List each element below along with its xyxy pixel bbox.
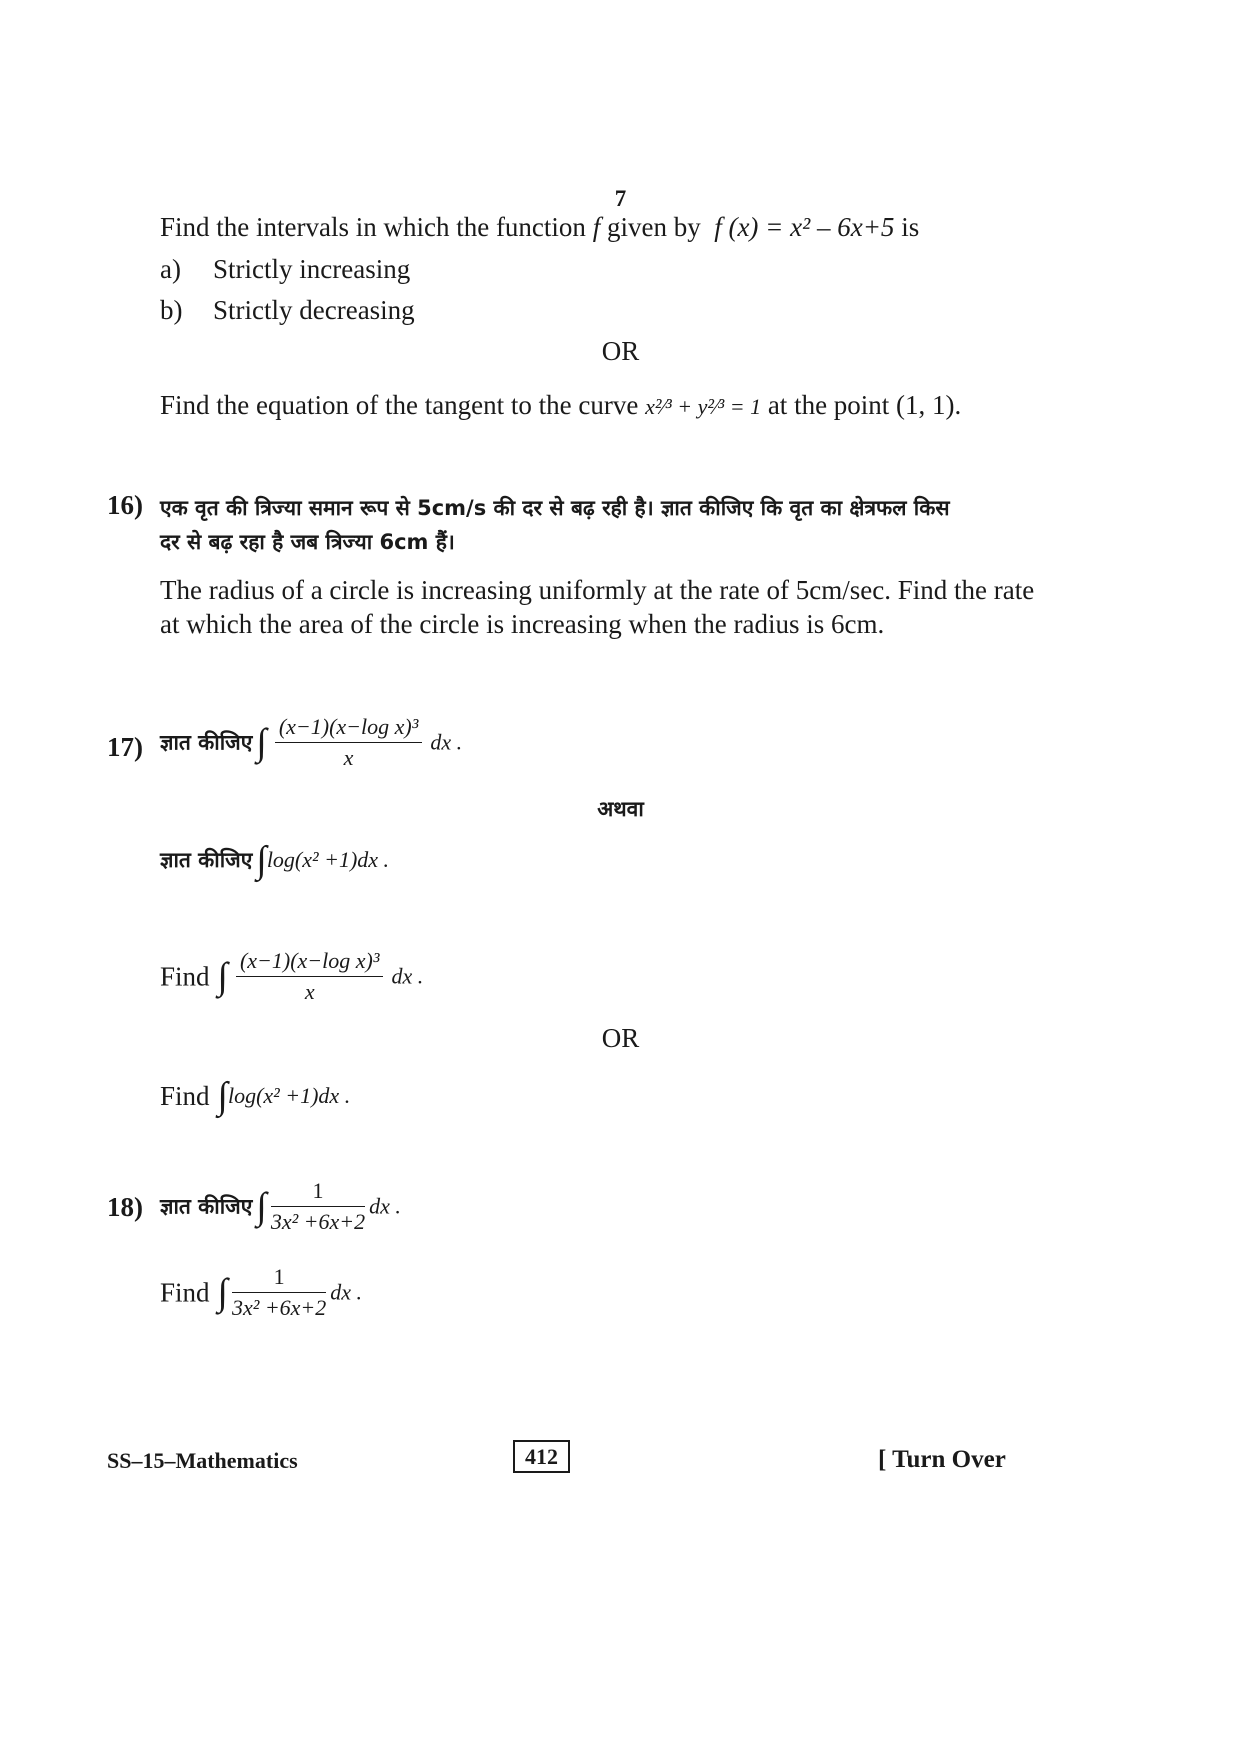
q15-stem-c: is bbox=[901, 212, 920, 242]
q15-stem-f: f bbox=[592, 212, 601, 242]
q17-number: 17) bbox=[107, 732, 143, 762]
q16-hindi-line2: दर से बढ़ रहा है जब त्रिज्या 6cm हैं। bbox=[160, 530, 455, 554]
integral-sign: ∫ bbox=[256, 721, 267, 764]
q17-fraction-2 bbox=[236, 948, 384, 1005]
q16-hindi-line1: एक वृत की त्रिज्या समान रूप से 5cm/s की दर से बढ़ रही है। ज्ञात कीजिए कि वृत का क्षेत्रफल किस bbox=[160, 496, 950, 520]
q18-fraction-1 bbox=[271, 1178, 365, 1235]
q15-stem-a: Find the intervals in which the function bbox=[160, 212, 586, 242]
q17-integrand-2: log(x² +1)dx . bbox=[266, 847, 390, 872]
q17-integrand-4: log(x² +1)dx . bbox=[227, 1083, 351, 1108]
q18-hindi-integral bbox=[160, 1178, 401, 1235]
q15-alt-curve: x²⁄³ + y²⁄³ = 1 bbox=[645, 394, 762, 419]
integral-sign: ∫ bbox=[217, 1075, 228, 1117]
q17-dx-2: dx . bbox=[391, 963, 424, 989]
q15-option-a-label: a) bbox=[160, 254, 181, 284]
q18-fraction-2-num: 1 bbox=[232, 1264, 326, 1293]
q18-hindi-find: ज्ञात कीजिए bbox=[160, 1194, 253, 1219]
q17-fraction-2-den: x bbox=[304, 979, 315, 1004]
q17-hindi-integral1 bbox=[160, 714, 462, 771]
footer-subject: SS–15–Mathematics bbox=[107, 1448, 298, 1473]
q17-eng-find-1: Find bbox=[160, 961, 210, 992]
q18-fraction-2-den: 3x² +6x+2 bbox=[231, 1295, 327, 1320]
footer-page-number: 412 bbox=[513, 1440, 570, 1473]
q17-fraction-2-num: (x−1)(x−log x)³ bbox=[236, 948, 384, 977]
integral-sign: ∫ bbox=[256, 839, 267, 881]
q16-english-line2: at which the area of the circle is increasing when the radius is 6cm. bbox=[160, 609, 885, 639]
q18-fraction-2 bbox=[232, 1264, 326, 1321]
q18-english-integral bbox=[160, 1264, 362, 1321]
q15-stem-b: given by bbox=[606, 212, 701, 242]
q17-or: OR bbox=[601, 1023, 640, 1053]
q17-english-integral1 bbox=[160, 948, 423, 1005]
q15-alt-b: at the point (1, 1). bbox=[767, 390, 962, 420]
q15-or: OR bbox=[601, 336, 640, 366]
q17-dx-1: dx . bbox=[430, 729, 463, 755]
q18-number: 18) bbox=[107, 1192, 143, 1222]
integral-sign: ∫ bbox=[217, 1271, 228, 1314]
q18-eng-find: Find bbox=[160, 1277, 210, 1308]
q15-option-a-text: Strictly increasing bbox=[213, 254, 411, 284]
q18-fraction-1-den: 3x² +6x+2 bbox=[270, 1209, 366, 1234]
integral-sign: ∫ bbox=[217, 955, 228, 998]
q17-english-integral2 bbox=[160, 1074, 350, 1118]
q17-hindi-find-2: ज्ञात कीजिए bbox=[160, 848, 253, 872]
page-number: 7 bbox=[614, 186, 627, 211]
footer-turn-over: [ Turn Over bbox=[878, 1446, 1006, 1473]
q15-stem bbox=[160, 209, 919, 245]
q18-fraction-1-num: 1 bbox=[271, 1178, 365, 1207]
q15-function: f (x) = x² – 6x+5 bbox=[714, 212, 895, 242]
q15-alt bbox=[160, 387, 961, 423]
q15-option-b-label: b) bbox=[160, 295, 183, 325]
q18-dx-1: dx . bbox=[369, 1193, 401, 1219]
q17-fraction-1-num: (x−1)(x−log x)³ bbox=[275, 714, 423, 743]
integral-sign: ∫ bbox=[256, 1185, 267, 1228]
q18-dx-2: dx . bbox=[330, 1279, 363, 1305]
q17-hindi-integral2 bbox=[160, 838, 389, 882]
q17-hindi-or: अथवा bbox=[597, 797, 644, 821]
q16-number: 16) bbox=[107, 490, 143, 520]
q15-option-b-text: Strictly decreasing bbox=[213, 295, 415, 325]
q17-fraction-1-den: x bbox=[343, 745, 354, 770]
q17-eng-find-2: Find bbox=[160, 1080, 210, 1111]
footer-page-box bbox=[513, 1444, 570, 1470]
q16-english-line1: The radius of a circle is increasing uniformly at the rate of 5cm/sec. Find the rate bbox=[160, 575, 1035, 605]
q17-fraction-1 bbox=[275, 714, 423, 771]
q17-hindi-find-1: ज्ञात कीजिए bbox=[160, 730, 253, 755]
q15-alt-a: Find the equation of the tangent to the curve bbox=[160, 390, 639, 420]
